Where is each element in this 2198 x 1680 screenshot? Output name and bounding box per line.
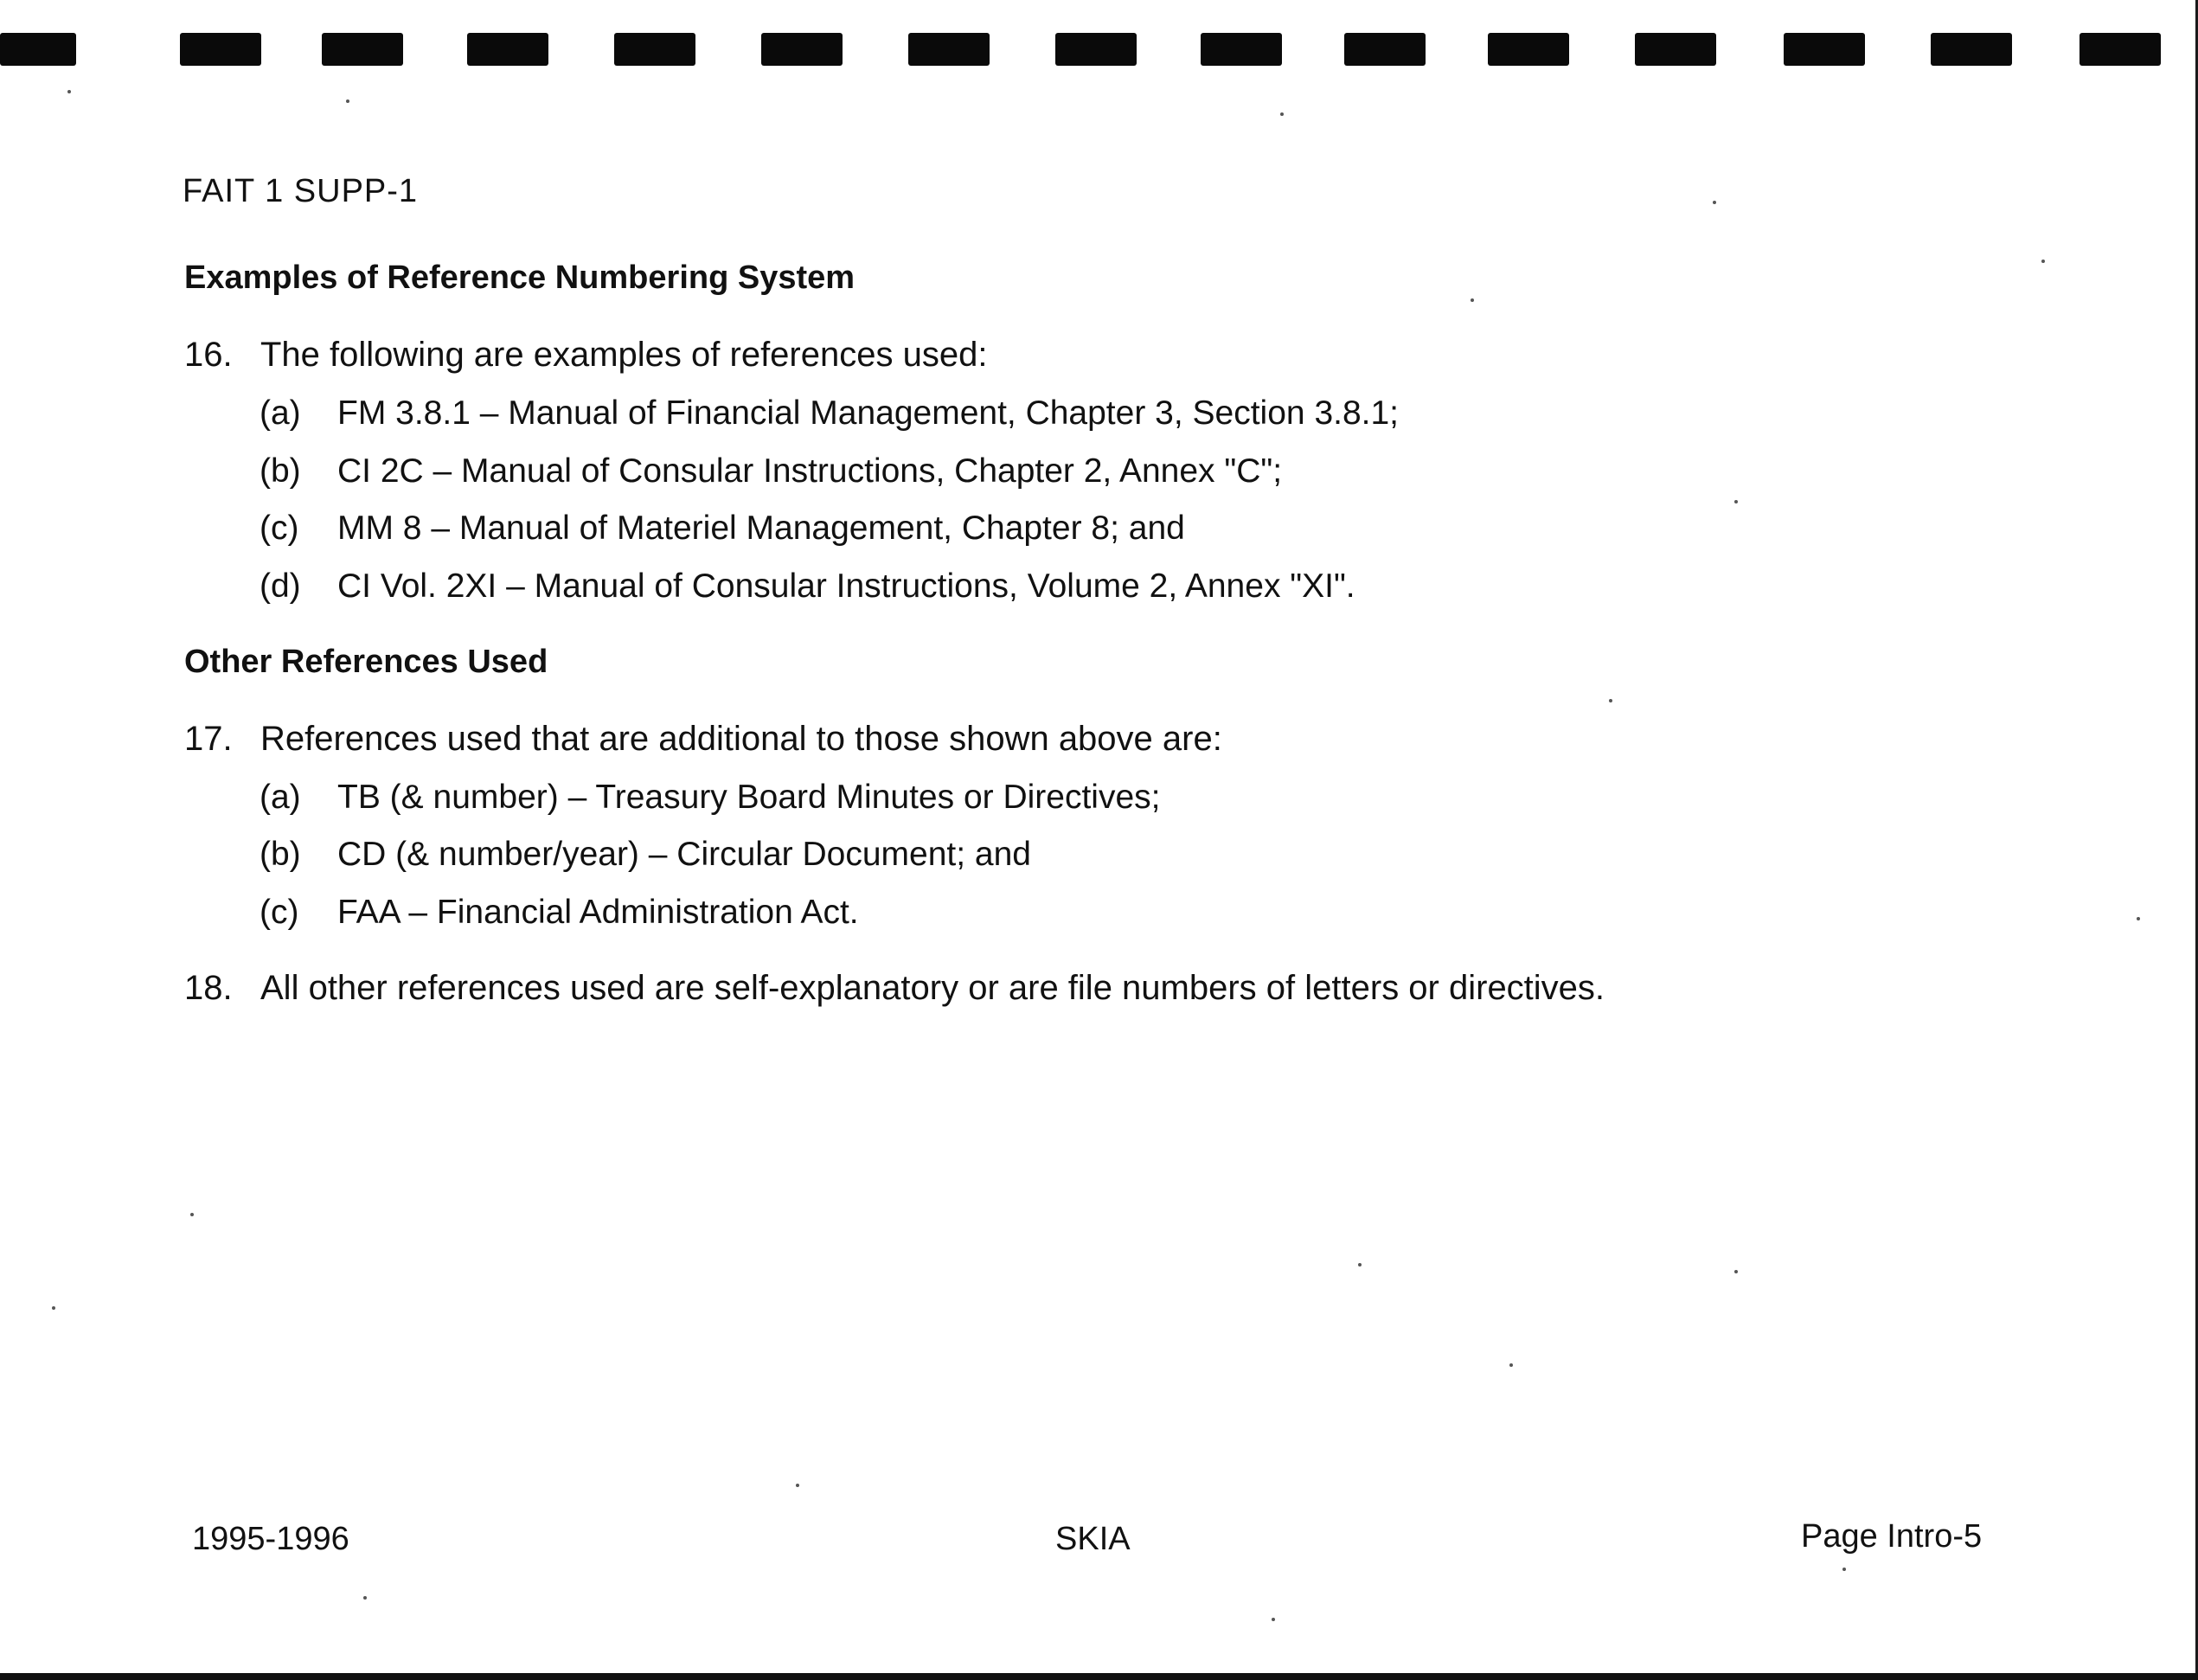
binding-hole bbox=[908, 33, 990, 66]
binding-hole bbox=[1784, 33, 1865, 66]
binding-hole bbox=[1344, 33, 1426, 66]
scan-speck bbox=[1471, 298, 1474, 302]
scan-bottom-edge bbox=[0, 1673, 2198, 1680]
list-item bbox=[260, 894, 859, 932]
scan-speck bbox=[1713, 201, 1716, 204]
list-item bbox=[260, 836, 1031, 874]
paragraph-text: All other references used are self-explanatory or are file numbers of letters or directives. bbox=[260, 969, 1605, 1007]
list-item-label: (d) bbox=[260, 567, 301, 605]
binding-hole bbox=[180, 33, 261, 66]
list-item-text: MM 8 – Manual of Materiel Management, Chapter 8; and bbox=[337, 510, 1185, 547]
binding-holes bbox=[0, 33, 2198, 67]
paragraph-number: 17. bbox=[184, 720, 233, 758]
binding-hole bbox=[322, 33, 403, 66]
paragraph-text: The following are examples of references used: bbox=[260, 336, 988, 374]
binding-hole bbox=[1201, 33, 1282, 66]
list-item bbox=[260, 394, 1399, 433]
list-item-label: (b) bbox=[260, 836, 301, 873]
scan-speck bbox=[1842, 1568, 1846, 1571]
binding-hole bbox=[467, 33, 548, 66]
binding-hole bbox=[1055, 33, 1137, 66]
binding-hole bbox=[1635, 33, 1716, 66]
paragraph-text: References used that are additional to those shown above are: bbox=[260, 720, 1222, 758]
footer-year: 1995-1996 bbox=[192, 1521, 349, 1557]
list-item bbox=[260, 779, 1160, 817]
list-item-label: (b) bbox=[260, 452, 301, 490]
paragraph-17 bbox=[184, 720, 1222, 759]
list-item-text: FM 3.8.1 – Manual of Financial Management, Chapter 3, Section 3.8.1; bbox=[337, 394, 1400, 432]
binding-hole bbox=[2079, 33, 2161, 66]
footer-center: SKIA bbox=[1055, 1521, 1131, 1557]
list-item-label: (c) bbox=[260, 510, 299, 547]
list-item-text: CD (& number/year) – Circular Document; and bbox=[337, 836, 1031, 873]
document-code: FAIT 1 SUPP-1 bbox=[183, 173, 419, 209]
scan-speck bbox=[190, 1213, 194, 1216]
binding-hole bbox=[761, 33, 843, 66]
scan-speck bbox=[2137, 917, 2140, 920]
scan-speck bbox=[1734, 500, 1738, 503]
binding-hole bbox=[614, 33, 695, 66]
scan-speck bbox=[52, 1306, 55, 1310]
scan-speck bbox=[1509, 1363, 1513, 1367]
list-item bbox=[260, 567, 1355, 606]
scan-speck bbox=[346, 99, 349, 103]
list-item-label: (a) bbox=[260, 779, 301, 816]
binding-hole bbox=[0, 33, 76, 66]
section-heading-reference-numbering: Examples of Reference Numbering System bbox=[184, 260, 855, 296]
list-item-text: FAA – Financial Administration Act. bbox=[337, 894, 859, 931]
scan-speck bbox=[1358, 1263, 1362, 1266]
scan-speck bbox=[1734, 1270, 1738, 1273]
scan-speck bbox=[796, 1484, 799, 1487]
section-heading-other-references: Other References Used bbox=[184, 644, 548, 680]
binding-hole bbox=[1931, 33, 2012, 66]
list-item-text: CI 2C – Manual of Consular Instructions, Chapter 2, Annex "C"; bbox=[337, 452, 1283, 490]
list-item-label: (a) bbox=[260, 394, 301, 432]
list-item-text: CI Vol. 2XI – Manual of Consular Instructions, Volume 2, Annex "XI". bbox=[337, 567, 1355, 605]
paragraph-18 bbox=[184, 969, 1605, 1008]
list-item-label: (c) bbox=[260, 894, 299, 931]
scan-speck bbox=[67, 90, 71, 93]
paragraph-number: 16. bbox=[184, 336, 233, 374]
scan-speck bbox=[2041, 260, 2045, 263]
paragraph-16 bbox=[184, 336, 987, 375]
footer-page-number: Page Intro-5 bbox=[1801, 1518, 1983, 1555]
list-item bbox=[260, 452, 1282, 491]
list-item-text: TB (& number) – Treasury Board Minutes or Directives; bbox=[337, 779, 1161, 816]
binding-hole bbox=[1488, 33, 1569, 66]
paragraph-number: 18. bbox=[184, 969, 233, 1007]
scan-speck bbox=[363, 1596, 367, 1600]
list-item bbox=[260, 510, 1185, 548]
scan-speck bbox=[1609, 699, 1612, 702]
scan-speck bbox=[1272, 1618, 1275, 1621]
scan-speck bbox=[1280, 112, 1284, 116]
